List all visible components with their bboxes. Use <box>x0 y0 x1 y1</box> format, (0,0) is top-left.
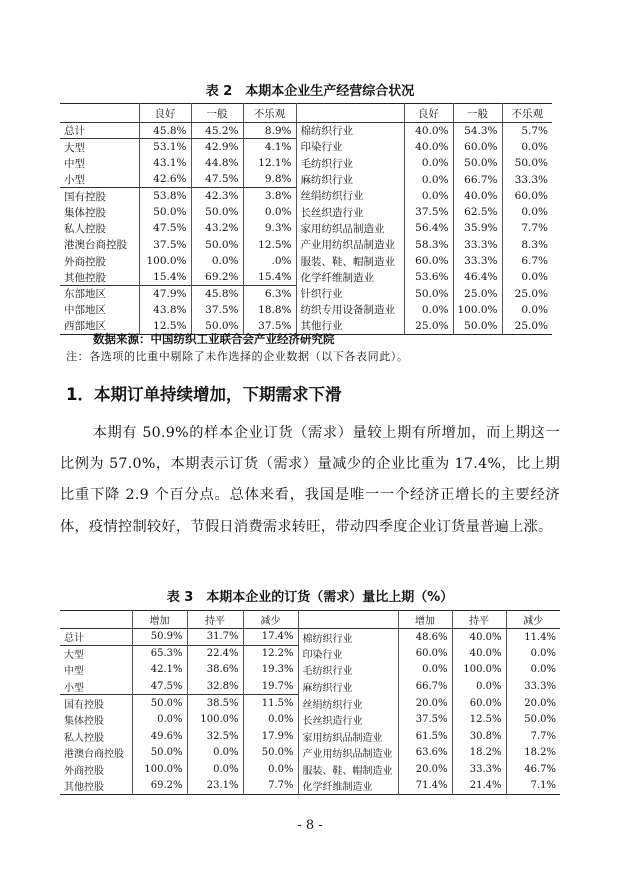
row-label: 私人控股 <box>64 732 104 744</box>
cell-value: 42.6% <box>139 171 191 187</box>
cell-value: 47.5% <box>139 220 191 236</box>
table-row <box>60 695 560 712</box>
cell-value: 15.4% <box>139 269 191 285</box>
cell-value: 0.0% <box>187 745 243 762</box>
cell-value: 25.0% <box>404 318 453 334</box>
cell-value: 50.0% <box>404 285 453 301</box>
cell-value: 50.0% <box>132 695 187 712</box>
cell-value: 47.5% <box>132 678 187 695</box>
table-row <box>60 139 552 155</box>
cell-value: 50.0% <box>502 155 552 171</box>
row-label: 丝绢纺织行业 <box>296 188 404 204</box>
cell-value: 43.2% <box>191 220 243 236</box>
column-header: 减少 <box>243 611 298 629</box>
cell-value: 47.5% <box>191 171 243 187</box>
cell-value: 33.3% <box>453 253 502 269</box>
cell-value: 11.5% <box>243 695 298 712</box>
cell-value: 7.7% <box>502 220 552 236</box>
row-label: 中型 <box>64 157 85 170</box>
column-header: 持平 <box>187 611 243 629</box>
cell-value: 0.0% <box>404 171 453 187</box>
cell-value: 58.3% <box>404 237 453 253</box>
table-row <box>60 645 560 662</box>
row-label: 针织行业 <box>296 285 404 301</box>
row-label: 其他控股 <box>64 782 104 794</box>
cell-value: 60.0% <box>452 695 506 712</box>
cell-value: 40.0% <box>453 188 502 204</box>
cell-value: 50.0% <box>191 237 243 253</box>
row-label: 产业用纺织品制造业 <box>298 745 398 762</box>
cell-value: .0% <box>243 253 296 269</box>
table-row <box>60 728 560 745</box>
cell-value: 60.0% <box>453 139 502 155</box>
row-label: 长丝织造行业 <box>296 204 404 220</box>
cell-value: 53.6% <box>404 269 453 285</box>
cell-value: 23.1% <box>187 778 243 795</box>
row-label: 毛纺织行业 <box>298 662 398 679</box>
cell-value: 44.8% <box>191 155 243 171</box>
cell-value: 63.6% <box>398 745 452 762</box>
table2-source: 数据来源：中国纺织工业联合会产业经济研究院 <box>93 332 335 346</box>
table-row <box>60 662 560 679</box>
cell-value: 45.2% <box>191 123 243 139</box>
table2-caption: 表 2 本期本企业生产经营综合状况 <box>205 84 415 99</box>
cell-value: 0.0% <box>404 188 453 204</box>
cell-value: 100.0% <box>187 711 243 728</box>
cell-value: 19.3% <box>243 662 298 679</box>
cell-value: 100.0% <box>452 662 506 679</box>
cell-value: 50.0% <box>243 745 298 762</box>
cell-value: 33.3% <box>453 237 502 253</box>
cell-value: 0.0% <box>502 302 552 318</box>
column-header: 良好 <box>404 104 453 123</box>
cell-value: 12.1% <box>243 155 296 171</box>
table-row <box>60 269 552 285</box>
cell-value: 50.9% <box>132 629 187 646</box>
cell-value: 33.3% <box>506 678 560 695</box>
header-row <box>60 104 552 123</box>
table-row <box>60 761 560 778</box>
cell-value: 12.2% <box>243 645 298 662</box>
row-label: 总计 <box>64 633 84 645</box>
row-label: 麻纺织行业 <box>296 171 404 187</box>
column-header: 不乐观 <box>243 104 296 123</box>
column-header: 增加 <box>398 611 452 629</box>
cell-value: 18.2% <box>506 745 560 762</box>
cell-value: 37.5% <box>398 711 452 728</box>
table2-note: 注：各选项的比重中剔除了未作选择的企业数据（以下各表同此）。 <box>66 350 409 363</box>
column-header: 良好 <box>139 104 191 123</box>
row-label: 中型 <box>64 666 84 678</box>
cell-value: 18.8% <box>243 302 296 318</box>
cell-value: 9.8% <box>243 171 296 187</box>
cell-value: 17.4% <box>243 629 298 646</box>
cell-value: 69.2% <box>132 778 187 795</box>
cell-value: 42.9% <box>191 139 243 155</box>
row-label: 服装、鞋、帽制造业 <box>298 761 398 778</box>
cell-value: 100.0% <box>139 253 191 269</box>
cell-value: 0.0% <box>243 204 296 220</box>
cell-value: 50.0% <box>191 318 243 334</box>
cell-value: 61.5% <box>398 728 452 745</box>
row-label: 西部地区 <box>64 320 106 333</box>
header-blank <box>60 104 139 123</box>
column-header: 不乐观 <box>502 104 552 123</box>
cell-value: 53.8% <box>139 188 191 204</box>
cell-value: 37.5% <box>404 204 453 220</box>
cell-value: 40.0% <box>452 645 506 662</box>
cell-value: 0.0% <box>452 678 506 695</box>
cell-value: 11.4% <box>506 629 560 646</box>
row-label: 丝绢纺织行业 <box>298 695 398 712</box>
row-label: 东部地区 <box>60 285 139 301</box>
cell-value: 46.4% <box>453 269 502 285</box>
row-label: 私人控股 <box>64 222 106 235</box>
cell-value: 8.9% <box>243 123 296 139</box>
cell-value: 43.1% <box>139 155 191 171</box>
row-label: 大型 <box>60 645 132 662</box>
cell-value: 6.3% <box>243 285 296 301</box>
cell-value: 6.7% <box>502 253 552 269</box>
table-row <box>60 629 560 646</box>
row-label: 总计 <box>64 125 85 138</box>
cell-value: 25.0% <box>453 285 502 301</box>
row-label: 外商控股 <box>64 255 106 268</box>
cell-value: 30.8% <box>452 728 506 745</box>
cell-value: 0.0% <box>502 139 552 155</box>
cell-value: 62.5% <box>453 204 502 220</box>
row-label: 小型 <box>64 173 85 186</box>
cell-value: 32.5% <box>187 728 243 745</box>
row-label: 集体控股 <box>64 716 104 728</box>
cell-value: 56.4% <box>404 220 453 236</box>
cell-value: 0.0% <box>506 662 560 679</box>
table-row <box>60 253 552 269</box>
row-label: 小型 <box>64 682 84 694</box>
cell-value: 49.6% <box>132 728 187 745</box>
cell-value: 7.7% <box>506 728 560 745</box>
cell-value: 3.8% <box>243 188 296 204</box>
cell-value: 38.6% <box>187 662 243 679</box>
column-header: 持平 <box>452 611 506 629</box>
row-label: 服装、鞋、帽制造业 <box>296 253 404 269</box>
table-row <box>60 678 560 695</box>
row-label: 集体控股 <box>64 206 106 219</box>
cell-value: 38.5% <box>187 695 243 712</box>
table-row <box>60 778 560 795</box>
row-label: 化学纤维制造业 <box>296 269 404 285</box>
cell-value: 66.7% <box>453 171 502 187</box>
row-label: 印染行业 <box>298 645 398 662</box>
table2 <box>60 103 552 335</box>
table-row <box>60 171 552 187</box>
cell-value: 0.0% <box>243 711 298 728</box>
row-label: 棉纺织行业 <box>296 123 404 139</box>
page-number: - 8 - <box>297 818 323 833</box>
cell-value: 46.7% <box>506 761 560 778</box>
cell-value: 66.7% <box>398 678 452 695</box>
cell-value: 37.5% <box>191 302 243 318</box>
row-label: 纺织专用设备制造业 <box>296 302 404 318</box>
cell-value: 50.0% <box>139 204 191 220</box>
cell-value: 100.0% <box>453 302 502 318</box>
row-label: 棉纺织行业 <box>298 629 398 646</box>
row-label: 长丝织造行业 <box>298 711 398 728</box>
row-label: 化学纤维制造业 <box>298 778 398 795</box>
cell-value: 42.3% <box>191 188 243 204</box>
table-row <box>60 155 552 171</box>
cell-value: 45.8% <box>139 123 191 139</box>
cell-value: 20.0% <box>506 695 560 712</box>
cell-value: 50.0% <box>506 711 560 728</box>
table-row <box>60 188 552 204</box>
cell-value: 0.0% <box>404 155 453 171</box>
cell-value: 60.0% <box>404 253 453 269</box>
column-header: 一般 <box>453 104 502 123</box>
cell-value: 15.4% <box>243 269 296 285</box>
row-label: 其他行业 <box>296 318 404 334</box>
row-label: 其他控股 <box>64 271 106 284</box>
table-row <box>60 220 552 236</box>
cell-value: 69.2% <box>191 269 243 285</box>
row-label: 家用纺织品制造业 <box>298 728 398 745</box>
cell-value: 33.3% <box>452 761 506 778</box>
row-label: 毛纺织行业 <box>296 155 404 171</box>
cell-value: 0.0% <box>243 761 298 778</box>
table-row <box>60 204 552 220</box>
header-blank <box>60 611 132 629</box>
row-label: 麻纺织行业 <box>298 678 398 695</box>
column-header: 减少 <box>506 611 560 629</box>
cell-value: 0.0% <box>187 761 243 778</box>
cell-value: 18.2% <box>452 745 506 762</box>
cell-value: 0.0% <box>502 269 552 285</box>
row-label: 大型 <box>60 139 139 155</box>
cell-value: 4.1% <box>243 139 296 155</box>
cell-value: 0.0% <box>502 204 552 220</box>
row-label: 印染行业 <box>296 139 404 155</box>
cell-value: 71.4% <box>398 778 452 795</box>
cell-value: 65.3% <box>132 645 187 662</box>
header-blank <box>298 611 398 629</box>
row-label: 产业用纺织品制造业 <box>296 237 404 253</box>
cell-value: 12.5% <box>452 711 506 728</box>
table-row <box>60 302 552 318</box>
cell-value: 5.7% <box>502 123 552 139</box>
cell-value: 40.0% <box>404 123 453 139</box>
table-row <box>60 711 560 728</box>
cell-value: 0.0% <box>398 662 452 679</box>
cell-value: 42.1% <box>132 662 187 679</box>
cell-value: 17.9% <box>243 728 298 745</box>
cell-value: 31.7% <box>187 629 243 646</box>
cell-value: 43.8% <box>139 302 191 318</box>
cell-value: 7.7% <box>243 778 298 795</box>
cell-value: 20.0% <box>398 761 452 778</box>
cell-value: 0.0% <box>191 253 243 269</box>
cell-value: 0.0% <box>506 645 560 662</box>
column-header: 增加 <box>132 611 187 629</box>
cell-value: 53.1% <box>139 139 191 155</box>
column-header: 一般 <box>191 104 243 123</box>
cell-value: 0.0% <box>132 711 187 728</box>
cell-value: 50.0% <box>453 155 502 171</box>
row-label: 中部地区 <box>64 304 106 317</box>
cell-value: 54.3% <box>453 123 502 139</box>
cell-value: 12.5% <box>243 237 296 253</box>
table3 <box>60 610 560 795</box>
cell-value: 22.4% <box>187 645 243 662</box>
cell-value: 50.0% <box>132 745 187 762</box>
cell-value: 25.0% <box>502 318 552 334</box>
cell-value: 0.0% <box>404 302 453 318</box>
table-row <box>60 745 560 762</box>
cell-value: 40.0% <box>404 139 453 155</box>
cell-value: 50.0% <box>453 318 502 334</box>
table-row <box>60 123 552 139</box>
section-paragraph: 本期有 50.9%的样本企业订货（需求）量较上期有所增加，而上期这一比例为 57.0%，本期表示订货（需求）量减少的企业比重为 17.4%，比上期比重下降 2.9 个百分点。总体来看，我国是唯一一个经济正增长的主要经济体，疫情控制较好，节假日消费需求转旺，带动四季度企业订货量普遍上涨。 <box>60 425 560 535</box>
cell-value: 48.6% <box>398 629 452 646</box>
cell-value: 12.5% <box>139 318 191 334</box>
row-label: 港澳台商控股 <box>64 239 127 252</box>
cell-value: 21.4% <box>452 778 506 795</box>
row-label: 国有控股 <box>60 695 132 712</box>
cell-value: 60.0% <box>398 645 452 662</box>
cell-value: 20.0% <box>398 695 452 712</box>
cell-value: 40.0% <box>452 629 506 646</box>
cell-value: 7.1% <box>506 778 560 795</box>
row-label: 港澳台商控股 <box>64 749 124 761</box>
cell-value: 8.3% <box>502 237 552 253</box>
row-label: 国有控股 <box>60 188 139 204</box>
row-label: 外商控股 <box>64 766 104 778</box>
cell-value: 35.9% <box>453 220 502 236</box>
cell-value: 19.7% <box>243 678 298 695</box>
cell-value: 60.0% <box>502 188 552 204</box>
header-blank <box>296 104 404 123</box>
cell-value: 9.3% <box>243 220 296 236</box>
table-row <box>60 237 552 253</box>
cell-value: 37.5% <box>243 318 296 334</box>
cell-value: 47.9% <box>139 285 191 301</box>
cell-value: 33.3% <box>502 171 552 187</box>
cell-value: 25.0% <box>502 285 552 301</box>
header-row <box>60 611 560 629</box>
section-heading: 1．本期订单持续增加，下期需求下滑 <box>66 385 342 404</box>
table3-caption: 表 3 本期本企业的订货（需求）量比上期（%） <box>166 590 454 605</box>
cell-value: 37.5% <box>139 237 191 253</box>
row-label: 家用纺织品制造业 <box>296 220 404 236</box>
table-row <box>60 285 552 301</box>
cell-value: 45.8% <box>191 285 243 301</box>
cell-value: 100.0% <box>132 761 187 778</box>
cell-value: 32.8% <box>187 678 243 695</box>
cell-value: 50.0% <box>191 204 243 220</box>
